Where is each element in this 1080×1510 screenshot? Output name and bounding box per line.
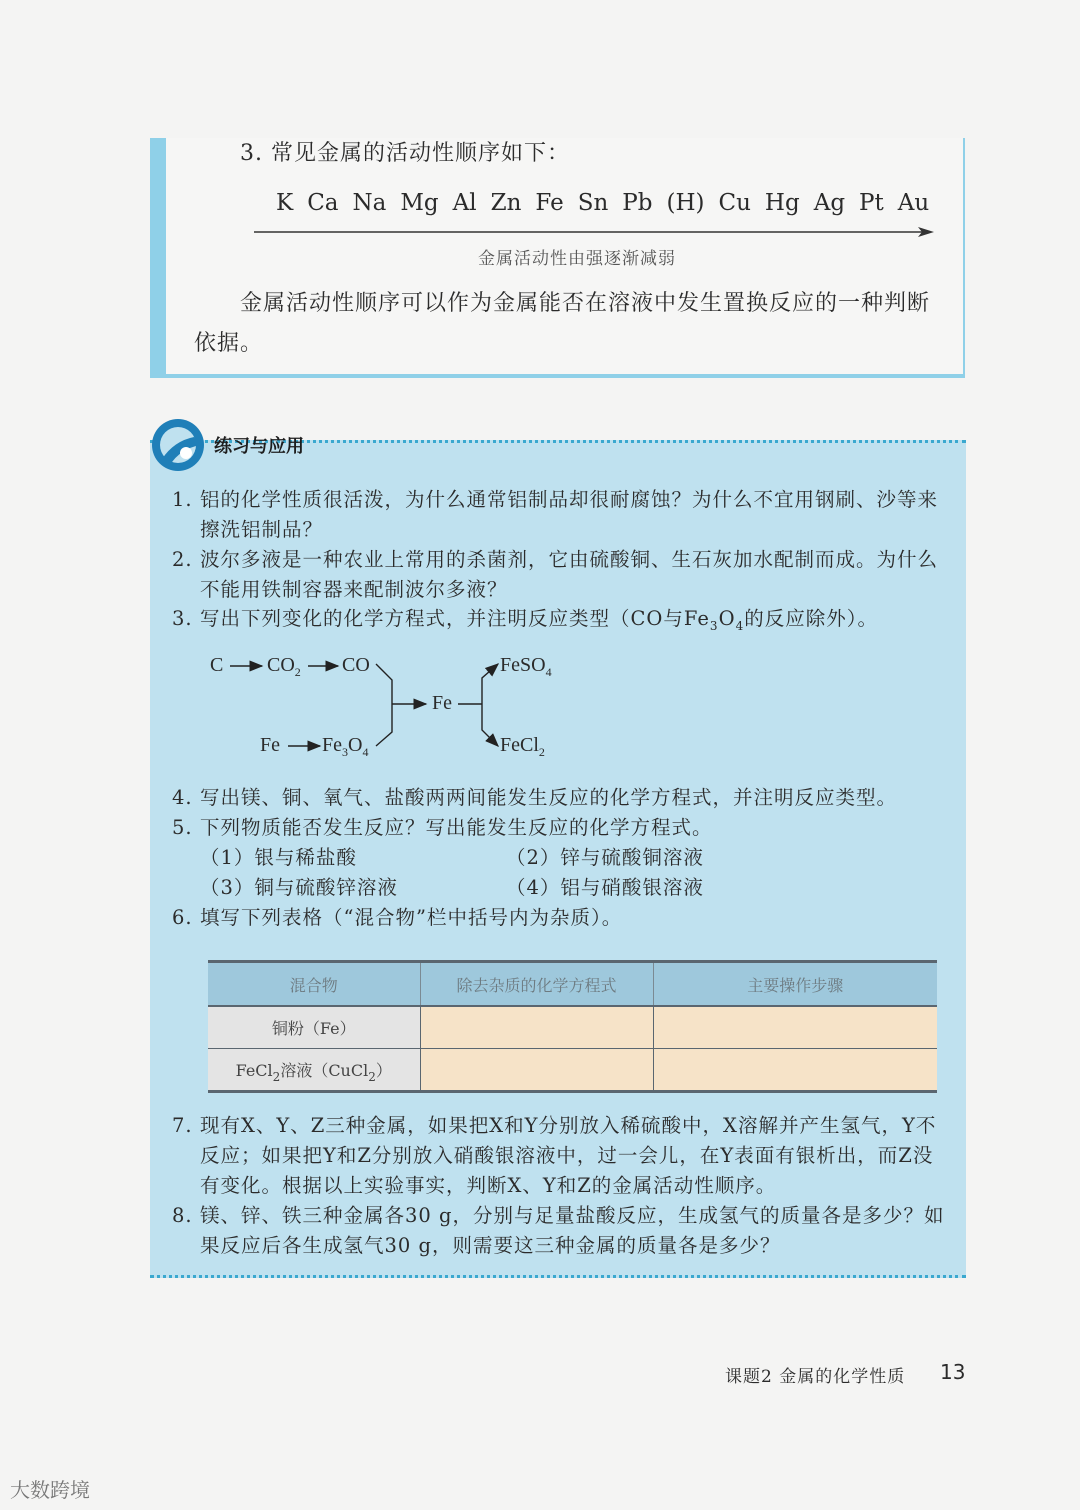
q5-item-2: （2）锌与硫酸铜溶液 — [506, 846, 704, 869]
q1-number: 1. — [172, 488, 193, 511]
q5-item-3: （3）铜与硫酸锌溶液 — [200, 876, 398, 899]
rxn-feso4-sub: 4 — [545, 665, 552, 679]
rxn-fe3o4-sub4: 4 — [362, 745, 369, 759]
q3-text-b: O — [718, 607, 736, 630]
arrow-caption: 金属活动性由强逐渐减弱 — [478, 249, 676, 269]
row2-b: 溶液（CuCl — [280, 1061, 369, 1080]
table-cell-blank — [420, 1049, 653, 1092]
table-cell-blank — [420, 1006, 653, 1049]
series-element: Pt — [859, 190, 884, 216]
q2-text: 波尔多液是一种农业上常用的杀菌剂，它由硫酸铜、生石灰加水配制而成。为什么不能用铁制容器来配制波尔多液？ — [200, 548, 939, 601]
rxn-fe3o4-o: O — [348, 734, 363, 756]
q6-table — [208, 960, 937, 1093]
rxn-feso4-text: FeSO — [500, 654, 546, 676]
q6-text: 填写下列表格（“混合物”栏中括号内为杂质）。 — [200, 906, 623, 929]
rxn-fe3o4-fe: Fe — [322, 734, 342, 756]
watermark: 大数跨境 — [10, 1478, 90, 1502]
row2-sub-b: 2 — [368, 1070, 376, 1084]
table-header-row — [208, 962, 937, 1007]
table-header: 除去杂质的化学方程式 — [420, 962, 653, 1007]
table-row — [208, 1006, 937, 1049]
q1-text: 铝的化学性质很活泼，为什么通常铝制品却很耐腐蚀？为什么不宜用钢刷、沙等来擦洗铝制品？ — [200, 488, 939, 541]
page-number: 13 — [940, 1360, 966, 1384]
table-cell-mixture: 铜粉（Fe） — [208, 1006, 420, 1049]
rxn-fecl2-sub: 2 — [538, 745, 545, 759]
q5-number: 5. — [172, 816, 193, 839]
table-cell-mixture — [208, 1049, 420, 1092]
series-element: Sn — [577, 190, 609, 216]
series-element: Na — [352, 190, 387, 216]
series-element: Ag — [813, 190, 846, 216]
row2-c: ） — [375, 1061, 392, 1080]
series-element: Mg — [400, 190, 439, 216]
q4-number: 4. — [172, 786, 193, 809]
rxn-fe-mid: Fe — [432, 692, 452, 714]
rxn-fe3o4-sub3: 3 — [342, 745, 348, 759]
q3-text — [200, 604, 945, 636]
decreasing-arrow-icon — [250, 222, 940, 242]
q5-item-1: （1）银与稀盐酸 — [200, 846, 357, 869]
exercise-logo-icon — [150, 415, 210, 473]
rxn-co2-text: CO — [267, 654, 295, 676]
table-row — [208, 1049, 937, 1092]
q5-text: 下列物质能否发生反应？写出能发生反应的化学方程式。 — [200, 816, 713, 839]
q8-number: 8. — [172, 1204, 193, 1227]
q5-item-4: （4）铝与硝酸银溶液 — [506, 876, 704, 899]
q6-number: 6. — [172, 906, 193, 929]
series-element: Al — [452, 190, 477, 216]
row2-a: FeCl — [235, 1061, 273, 1080]
q7-text: 现有X、Y、Z三种金属，如果把X和Y分别放入稀硫酸中，X溶解并产生氢气，Y不反应；如果把Y和Z分别放入硝酸银溶液中，过一会儿，在Y表面有银析出，而Z没有变化。根据以上实验事实，判断X、Y和Z的金属活动性顺序。 — [200, 1114, 937, 1197]
note-title: 3. 常见金属的活动性顺序如下： — [240, 141, 570, 166]
exercise-title: 练习与应用 — [214, 436, 304, 457]
q2-number: 2. — [172, 548, 193, 571]
chapter-footer: 课题2 金属的化学性质 — [725, 1367, 906, 1387]
q3-text-a: 写出下列变化的化学方程式，并注明反应类型（CO与Fe — [200, 607, 710, 630]
series-element: Zn — [490, 190, 522, 216]
series-element: K — [276, 190, 294, 216]
row2-sub-a: 2 — [272, 1070, 281, 1084]
rxn-co2-sub: 2 — [294, 665, 301, 679]
q3-number: 3. — [172, 607, 193, 630]
series-element: Pb — [622, 190, 653, 216]
reaction-arrows — [200, 650, 520, 760]
table-header: 主要操作步骤 — [653, 962, 937, 1007]
series-element: Fe — [535, 190, 564, 216]
q7-number: 7. — [172, 1114, 193, 1137]
rxn-co: CO — [342, 654, 370, 676]
series-element: Cu — [718, 190, 751, 216]
series-element: Ca — [307, 190, 339, 216]
table-cell-blank — [653, 1006, 937, 1049]
series-element: Au — [897, 190, 930, 216]
q4-text: 写出镁、铜、氧气、盐酸两两间能发生反应的化学方程式，并注明反应类型。 — [200, 786, 898, 809]
activity-series — [276, 190, 943, 216]
series-element: Hg — [764, 190, 800, 216]
table-header: 混合物 — [208, 962, 420, 1007]
rxn-fecl2-text: FeCl — [500, 734, 539, 756]
rxn-fe-source: Fe — [260, 734, 280, 756]
q3-text-c: 的反应除外）。 — [744, 607, 878, 630]
series-element: (H) — [666, 190, 705, 216]
q3-sub3: 3 — [709, 619, 719, 633]
q3-sub4: 4 — [735, 619, 745, 633]
table-cell-blank — [653, 1049, 937, 1092]
note-paragraph: 金属活动性顺序可以作为金属能否在溶液中发生置换反应的一种判断依据。 — [194, 291, 931, 356]
rxn-c: C — [210, 654, 224, 676]
q8-text: 镁、锌、铁三种金属各30 g，分别与足量盐酸反应，生成氢气的质量各是多少？如果反应后各生成氢气30 g，则需要这三种金属的质量各是多少？ — [200, 1204, 945, 1257]
